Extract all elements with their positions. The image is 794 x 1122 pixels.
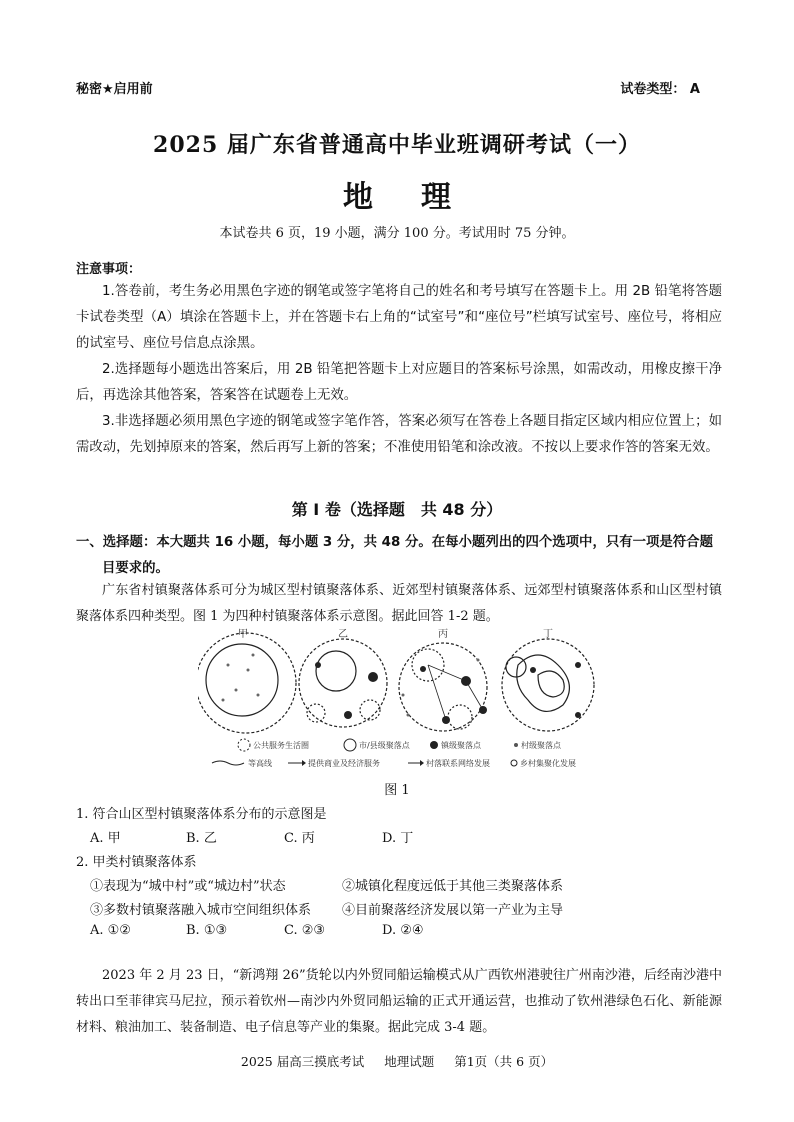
panel-2-city-circle — [316, 651, 356, 691]
q2-statement-4: ④目前聚落经济发展以第一产业为主导 — [342, 903, 564, 918]
panel-label-2: 乙 — [338, 629, 348, 640]
panel-1-service-circle — [198, 633, 296, 733]
page-footer — [0, 1052, 794, 1070]
footer-subject: 地理试题 — [384, 1054, 435, 1069]
notice-item-1: 1.答卷前，考生务必用黑色字迹的钢笔或签字笔将自己的姓名和考号填写在答题卡上。用 2B 铅笔将答题卡试卷类型（A）填涂在答题卡上，并在答题卡右上角的“试室号”和“座位号”栏填写试室号、座位号，将相应的试室号、座位号信息点涂黑。 — [76, 284, 722, 351]
paper-type: 试卷类型： A — [620, 82, 700, 97]
question-1: 1. 符合山区型村镇聚落体系分布的示意图是 — [76, 807, 327, 822]
q1-option-d: D. 丁 — [382, 831, 414, 846]
panel-4-contour — [517, 655, 570, 711]
question-stem-1: 广东省村镇聚落体系可分为城区型村镇聚落体系、近郊型村镇聚落体系、远郊型村镇聚落体系和山区型村镇聚落体系四种类型。图 1 为四种村镇聚落体系示意图。据此回答 1-2 题。 — [76, 583, 722, 624]
part1-heading — [76, 530, 722, 582]
subject-title — [0, 172, 794, 216]
panel-label-4: 丁 — [543, 629, 553, 640]
subject-char-1: 地 — [343, 180, 373, 215]
q2-statement-1: ①表现为“城中村”或“城边村”状态 — [90, 879, 286, 894]
q2-statement-3: ③多数村镇聚落融入城市空间组织体系 — [90, 903, 312, 918]
footer-exam-name: 2025 届高三摸底考试 — [240, 1054, 365, 1069]
question-stem-2: 2023 年 2 月 23 日，“新鸿翔 26”货轮以内外贸同船运输模式从广西钦州港驶往广州南沙港，后经南沙港中转出口至菲律宾马尼拉，预示着钦州—南沙内外贸同船运输的正式开通运营，也推动了钦州港绿色石化、新能源材料、粮油加工、装备制造、电子信息等产业的集聚。据此完成 3-4 题。 — [76, 968, 722, 1035]
legend-village-node: 村级聚落点 — [521, 741, 561, 750]
panel-1-city-circle — [206, 644, 278, 716]
figure-caption: 图 1 — [384, 783, 410, 798]
legend-contour: 等高线 — [248, 759, 272, 768]
legend-network: 村落联系网络发展 — [426, 759, 490, 768]
q1-option-a: A. 甲 — [90, 831, 121, 846]
legend-service-circle: 公共服务生活圈 — [253, 741, 309, 750]
exam-info: 本试卷共 6 页，19 小题，满分 100 分。考试用时 75 分钟。 — [219, 226, 575, 241]
q2-option-b: B. ①③ — [186, 923, 228, 938]
subject-char-2: 理 — [421, 180, 451, 215]
part1-heading-cont: 目要求的。 — [102, 561, 169, 576]
question-1-options — [76, 827, 722, 847]
q2-option-c: C. ②③ — [284, 923, 326, 938]
question-2: 2. 甲类村镇聚落体系 — [76, 855, 197, 870]
q1-option-c: C. 丙 — [284, 831, 315, 846]
notice-item-3: 3.非选择题必须用黑色字迹的钢笔或签字笔作答，答案必须写在答卷上各题目指定区域内相应位置上；如需改动，先划掉原来的答案，然后再写上新的答案；不准使用铅笔和涂改液。不按以上要求作答的答案无效。 — [76, 414, 722, 455]
q2-option-a: A. ①② — [90, 923, 131, 938]
q2-option-d: D. ②④ — [382, 923, 424, 938]
panel-label-3: 丙 — [438, 629, 448, 640]
legend-city-node: 市/县级聚落点 — [359, 741, 410, 750]
panel-4-service-circle — [502, 639, 594, 731]
figure-settlement-diagram — [198, 625, 608, 775]
section-title: 第 I 卷（选择题 共 48 分） — [291, 500, 503, 519]
legend-rural-cluster: 乡村集聚化发展 — [520, 759, 576, 768]
notice-heading: 注意事项： — [76, 262, 142, 277]
question-2-options — [76, 923, 722, 943]
footer-page-number: 第1页（共 6 页） — [454, 1054, 554, 1069]
legend-town-node: 镇级聚落点 — [441, 741, 481, 750]
q1-option-b: B. 乙 — [186, 831, 217, 846]
confidential-mark: 秘密★启用前 — [76, 82, 153, 97]
legend-commerce: 提供商业及经济服务 — [308, 759, 380, 768]
question-2-statements — [76, 875, 722, 925]
panel-label-1: 甲 — [238, 629, 248, 640]
part1-heading-text: 一、选择题：本大题共 16 小题，每小题 3 分，共 48 分。在每小题列出的四个选项中，只有一项是符合题 — [76, 535, 713, 550]
notice-item-2: 2.选择题每小题选出答案后，用 2B 铅笔把答题卡上对应题目的答案标号涂黑，如需改动，用橡皮擦干净后，再选涂其他答案，答案答在试题卷上无效。 — [76, 362, 722, 403]
exam-title: 2025 届广东省普通高中毕业班调研考试（一） — [153, 132, 641, 158]
q2-statement-2: ②城镇化程度远低于其他三类聚落体系 — [342, 879, 564, 894]
